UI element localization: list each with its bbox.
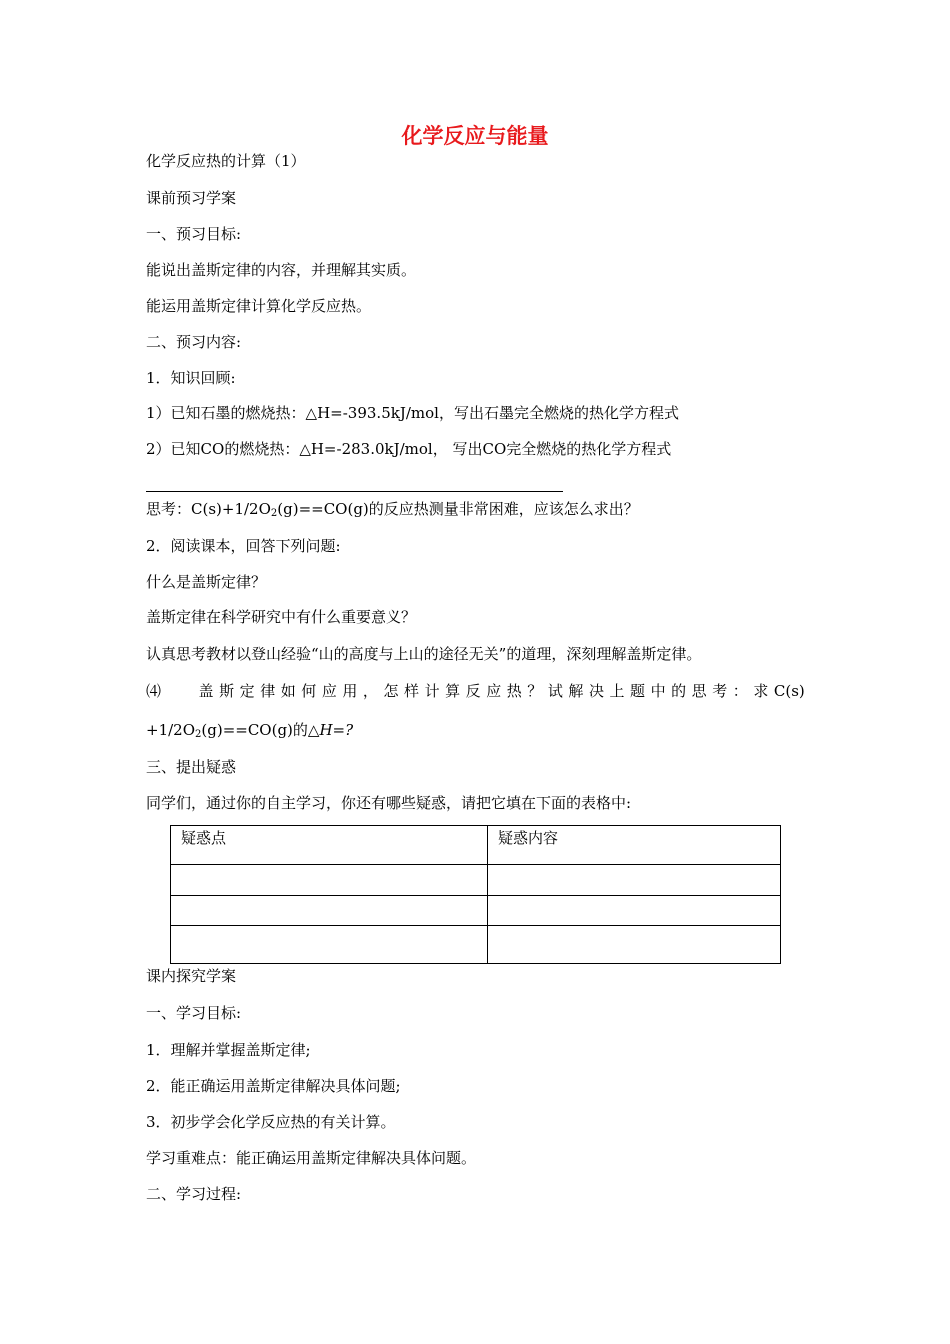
q4-char: 何 (301, 682, 317, 700)
q4-char: 解 (568, 682, 584, 700)
learn-goal-item: 2．能正确运用盖斯定律解决具体问题; (146, 1077, 401, 1095)
key-points: 学习重难点：能正确运用盖斯定律解决具体问题。 (146, 1149, 477, 1167)
q4-char: 思 (691, 682, 707, 700)
doubts-heading: 三、提出疑惑 (146, 758, 237, 776)
goal-item: 能说出盖斯定律的内容，并理解其实质。 (146, 261, 417, 279)
q4-char: 上 (609, 682, 625, 700)
q4-char: 怎 (383, 682, 399, 700)
question-item-4 (146, 681, 805, 701)
q4-char: 求 (753, 682, 769, 700)
table-row (171, 896, 781, 926)
q4-char: 样 (404, 682, 420, 700)
question-item-4-continued: $+1/2O_2(g)==CO(g)$的△H=? (146, 721, 354, 740)
q4-char: 的 (671, 682, 687, 700)
preview-heading: 课前预习学案 (146, 189, 237, 207)
table-header-cell: 疑惑点 (171, 826, 488, 865)
section-title: 化学反应热的计算（1） (146, 152, 306, 170)
q4-char: ， (362, 682, 378, 700)
goal-item: 能运用盖斯定律计算化学反应热。 (146, 297, 372, 315)
q4-char: 斯 (219, 682, 235, 700)
question-item: 什么是盖斯定律？ (146, 573, 267, 591)
page-title: 化学反应与能量 (401, 124, 549, 148)
q4-char: 如 (280, 682, 296, 700)
table-cell[interactable] (488, 926, 781, 964)
inclass-heading: 课内探究学案 (146, 967, 237, 985)
q4-char: 律 (260, 682, 276, 700)
q4-char: ？ (527, 682, 543, 700)
preview-goals-heading: 一、预习目标: (146, 225, 242, 243)
learn-goals-heading: 一、学习目标: (146, 1004, 242, 1022)
question-item: 盖斯定律在科学研究中有什么重要意义？ (146, 608, 417, 626)
question-item: 认真思考教材以登山经验“山的高度与上山的途径无关”的道理，深刻理解盖斯定律。 (146, 645, 702, 663)
q4-char: ⑷ (146, 682, 162, 700)
q4-char: C(s) (773, 682, 805, 700)
q4-char: 盖 (198, 682, 214, 700)
table-cell[interactable] (171, 896, 488, 926)
doubts-table (170, 825, 781, 964)
table-header-row (171, 826, 781, 865)
q4-char: 计 (424, 682, 440, 700)
preview-content-heading: 二、预习内容: (146, 333, 242, 351)
table-row (171, 865, 781, 896)
q4-char: 热 (506, 682, 522, 700)
read-heading: 2．阅读课本，回答下列问题: (146, 537, 341, 555)
q4-char: 试 (547, 682, 563, 700)
q4-char: 反 (465, 682, 481, 700)
think-question: 思考：$C(s)+1/2O_2(g)==CO(g)$的反应热测量非常困难，应该怎么求出？ (146, 500, 639, 519)
review-item: 2）已知CO的燃烧热：△H=-283.0kJ/mol， 写出CO完全燃烧的热化学方程式 (146, 440, 672, 458)
table-cell[interactable] (171, 865, 488, 896)
q4-char: 中 (650, 682, 666, 700)
q4-char: 应 (321, 682, 337, 700)
q4-char: 考 (712, 682, 728, 700)
knowledge-review-heading: 1．知识回顾: (146, 369, 236, 387)
table-cell[interactable] (488, 865, 781, 896)
q4-char: 算 (445, 682, 461, 700)
q4-char: 用 (342, 682, 358, 700)
learn-goal-item: 1．理解并掌握盖斯定律; (146, 1041, 311, 1059)
process-heading: 二、学习过程: (146, 1185, 242, 1203)
table-row (171, 926, 781, 964)
q4-char: ： (732, 682, 748, 700)
q4-char: 定 (239, 682, 255, 700)
table-header-cell: 疑惑内容 (488, 826, 781, 865)
q4-char: 应 (486, 682, 502, 700)
table-cell[interactable] (171, 926, 488, 964)
q4-char: 题 (630, 682, 646, 700)
table-cell[interactable] (488, 896, 781, 926)
learn-goal-item: 3．初步学会化学反应热的有关计算。 (146, 1113, 396, 1131)
answer-line (146, 491, 563, 492)
q4-char: 决 (588, 682, 604, 700)
review-item: 1）已知石墨的燃烧热：△H=-393.5kJ/mol，写出石墨完全燃烧的热化学方程式 (146, 404, 679, 422)
doubts-intro: 同学们，通过你的自主学习，你还有哪些疑惑，请把它填在下面的表格中: (146, 794, 632, 812)
